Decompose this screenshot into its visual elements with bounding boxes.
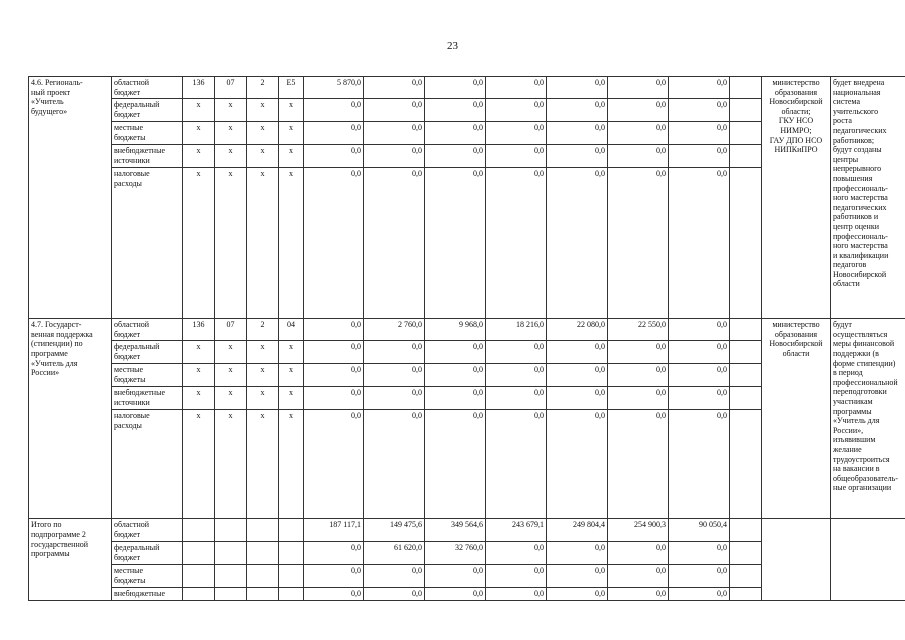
amount-cell: 243 679,1 [486, 519, 547, 542]
csr-code: 04 [279, 319, 304, 341]
program-code: х [247, 122, 279, 145]
program-code: х [247, 168, 279, 319]
amount-cell: 0,0 [486, 387, 547, 410]
amount-cell: 0,0 [364, 565, 425, 588]
amount-cell: 0,0 [547, 341, 608, 364]
amount-cell: 0,0 [669, 542, 730, 565]
amount-cell: 0,0 [364, 99, 425, 122]
amount-cell: 0,0 [486, 410, 547, 519]
funding-source: областной бюджет [112, 319, 183, 341]
funding-source: внебюджетные источники [112, 387, 183, 410]
amount-cell: 249 804,4 [547, 519, 608, 542]
amount-cell: 0,0 [304, 99, 364, 122]
amount-cell: 0,0 [364, 77, 425, 99]
table-row [29, 319, 905, 341]
amount-cell: 0,0 [425, 77, 486, 99]
section-code: х [215, 410, 247, 519]
amount-cell: 0,0 [486, 168, 547, 319]
amount-cell: 0,0 [669, 341, 730, 364]
csr-code: х [279, 341, 304, 364]
amount-cell: 32 760,0 [425, 542, 486, 565]
amount-cell: 0,0 [547, 145, 608, 168]
spacer-cell [730, 341, 762, 364]
measure-title: 4.6. Региональ- ный проект «Учитель будущего» [29, 77, 112, 319]
amount-cell: 0,0 [486, 565, 547, 588]
amount-cell: 0,0 [425, 588, 486, 601]
spacer-cell [730, 145, 762, 168]
funding-source: внебюджетные источники [112, 145, 183, 168]
section-code: х [215, 145, 247, 168]
amount-cell: 0,0 [304, 319, 364, 341]
section-code: 07 [215, 77, 247, 99]
amount-cell: 0,0 [304, 410, 364, 519]
amount-cell: 0,0 [547, 387, 608, 410]
spacer-cell [730, 542, 762, 565]
measure-title: Итого по подпрограмме 2 государственной программы [29, 519, 112, 601]
amount-cell: 149 475,6 [364, 519, 425, 542]
amount-cell: 0,0 [669, 145, 730, 168]
amount-cell: 254 900,3 [608, 519, 669, 542]
grbs-code [183, 519, 215, 542]
amount-cell: 0,0 [304, 364, 364, 387]
amount-cell: 0,0 [486, 77, 547, 99]
spacer-cell [730, 519, 762, 542]
amount-cell: 0,0 [486, 341, 547, 364]
amount-cell: 22 550,0 [608, 319, 669, 341]
section-code: х [215, 122, 247, 145]
amount-cell: 0,0 [425, 168, 486, 319]
section-code [215, 519, 247, 542]
result-cell: будут осуществляться меры финансовой поддержки (в форме стипендии) в период профессиональной переподготовки участникам программы «Учитель для России», изъявившим желание трудоустроиться на вакансии в общеобразователь- ные организации [831, 319, 905, 519]
amount-cell: 0,0 [547, 542, 608, 565]
amount-cell: 0,0 [669, 122, 730, 145]
program-code [247, 542, 279, 565]
spacer-cell [730, 565, 762, 588]
funding-source: областной бюджет [112, 77, 183, 99]
amount-cell: 0,0 [608, 99, 669, 122]
grbs-code [183, 565, 215, 588]
measure-title: 4.7. Государст- венная поддержка (стипендии) по программе «Учитель для России» [29, 319, 112, 519]
amount-cell: 0,0 [608, 565, 669, 588]
amount-cell: 0,0 [364, 168, 425, 319]
amount-cell: 0,0 [486, 145, 547, 168]
program-code: х [247, 387, 279, 410]
csr-code: х [279, 99, 304, 122]
program-code: 2 [247, 77, 279, 99]
amount-cell: 22 080,0 [547, 319, 608, 341]
amount-cell: 9 968,0 [425, 319, 486, 341]
program-code: 2 [247, 319, 279, 341]
spacer-cell [730, 387, 762, 410]
amount-cell: 0,0 [608, 364, 669, 387]
section-code [215, 588, 247, 601]
amount-cell: 0,0 [425, 341, 486, 364]
amount-cell: 0,0 [669, 364, 730, 387]
amount-cell: 0,0 [486, 364, 547, 387]
csr-code [279, 565, 304, 588]
amount-cell: 0,0 [669, 99, 730, 122]
csr-code: х [279, 410, 304, 519]
table-row [29, 77, 905, 99]
spacer-cell [730, 588, 762, 601]
result-cell [831, 519, 905, 601]
grbs-code: х [183, 122, 215, 145]
amount-cell: 0,0 [669, 387, 730, 410]
funding-source: федеральный бюджет [112, 341, 183, 364]
grbs-code: х [183, 145, 215, 168]
amount-cell: 0,0 [304, 387, 364, 410]
section-code: х [215, 168, 247, 319]
amount-cell: 0,0 [304, 588, 364, 601]
amount-cell: 0,0 [547, 410, 608, 519]
amount-cell: 0,0 [486, 542, 547, 565]
spacer-cell [730, 168, 762, 319]
grbs-code: х [183, 364, 215, 387]
amount-cell: 0,0 [364, 364, 425, 387]
spacer-cell [730, 410, 762, 519]
amount-cell: 0,0 [425, 145, 486, 168]
amount-cell: 0,0 [547, 565, 608, 588]
grbs-code [183, 542, 215, 565]
amount-cell: 90 050,4 [669, 519, 730, 542]
amount-cell: 0,0 [486, 122, 547, 145]
executor-cell: министерство образования Новосибирской области; ГКУ НСО НИМРО; ГАУ ДПО НСО НИПКиПРО [762, 77, 831, 319]
amount-cell: 5 870,0 [304, 77, 364, 99]
program-code [247, 519, 279, 542]
amount-cell: 0,0 [669, 565, 730, 588]
amount-cell: 2 760,0 [364, 319, 425, 341]
csr-code: х [279, 145, 304, 168]
amount-cell: 0,0 [486, 99, 547, 122]
funding-source: местные бюджеты [112, 565, 183, 588]
csr-code [279, 519, 304, 542]
executor-cell [762, 519, 831, 601]
amount-cell: 0,0 [364, 122, 425, 145]
amount-cell: 0,0 [608, 341, 669, 364]
amount-cell: 0,0 [304, 122, 364, 145]
program-code [247, 588, 279, 601]
amount-cell: 0,0 [304, 542, 364, 565]
result-cell: будет внедрена национальная система учительского роста педагогических работников; будут созданы центры непрерывного повышения профессиональ- ного мастерства педагогических работников и центр оценки профессиональ- ного мастерства и квалификации педагогов Новосибирской области [831, 77, 905, 319]
amount-cell: 0,0 [547, 99, 608, 122]
spacer-cell [730, 319, 762, 341]
section-code [215, 542, 247, 565]
amount-cell: 0,0 [364, 588, 425, 601]
spacer-cell [730, 122, 762, 145]
funding-source: местные бюджеты [112, 364, 183, 387]
amount-cell: 0,0 [608, 77, 669, 99]
grbs-code: х [183, 99, 215, 122]
section-code: х [215, 99, 247, 122]
csr-code: х [279, 387, 304, 410]
funding-source: областной бюджет [112, 519, 183, 542]
program-code [247, 565, 279, 588]
amount-cell: 0,0 [669, 410, 730, 519]
amount-cell: 0,0 [608, 122, 669, 145]
program-table [28, 76, 905, 601]
amount-cell: 187 117,1 [304, 519, 364, 542]
program-code: х [247, 99, 279, 122]
funding-source: налоговые расходы [112, 168, 183, 319]
amount-cell: 0,0 [669, 168, 730, 319]
table-row [29, 519, 905, 542]
amount-cell: 0,0 [304, 341, 364, 364]
csr-code: х [279, 122, 304, 145]
amount-cell: 0,0 [547, 364, 608, 387]
section-code: х [215, 364, 247, 387]
page-number: 23 [447, 40, 458, 52]
csr-code [279, 542, 304, 565]
amount-cell: 0,0 [669, 77, 730, 99]
funding-source: федеральный бюджет [112, 542, 183, 565]
grbs-code: 136 [183, 77, 215, 99]
funding-source: местные бюджеты [112, 122, 183, 145]
amount-cell: 0,0 [547, 122, 608, 145]
amount-cell: 0,0 [608, 168, 669, 319]
section-code [215, 565, 247, 588]
amount-cell: 0,0 [425, 410, 486, 519]
amount-cell: 0,0 [608, 145, 669, 168]
program-code: х [247, 410, 279, 519]
amount-cell: 61 620,0 [364, 542, 425, 565]
grbs-code [183, 588, 215, 601]
csr-code: х [279, 364, 304, 387]
amount-cell: 0,0 [608, 410, 669, 519]
amount-cell: 0,0 [425, 387, 486, 410]
amount-cell: 0,0 [304, 145, 364, 168]
grbs-code: х [183, 387, 215, 410]
amount-cell: 18 216,0 [486, 319, 547, 341]
amount-cell: 0,0 [486, 588, 547, 601]
amount-cell: 0,0 [304, 565, 364, 588]
amount-cell: 0,0 [608, 387, 669, 410]
amount-cell: 0,0 [425, 122, 486, 145]
executor-cell: министерство образования Новосибирской области [762, 319, 831, 519]
amount-cell: 0,0 [669, 588, 730, 601]
amount-cell: 0,0 [304, 168, 364, 319]
amount-cell: 0,0 [425, 364, 486, 387]
amount-cell: 0,0 [608, 588, 669, 601]
amount-cell: 0,0 [608, 542, 669, 565]
section-code: х [215, 341, 247, 364]
amount-cell: 0,0 [364, 341, 425, 364]
grbs-code: 136 [183, 319, 215, 341]
amount-cell: 0,0 [364, 410, 425, 519]
section-code: 07 [215, 319, 247, 341]
grbs-code: х [183, 341, 215, 364]
csr-code: х [279, 168, 304, 319]
section-code: х [215, 387, 247, 410]
grbs-code: х [183, 168, 215, 319]
program-code: х [247, 341, 279, 364]
funding-source: внебюджетные [112, 588, 183, 601]
amount-cell: 0,0 [547, 168, 608, 319]
csr-code: E5 [279, 77, 304, 99]
amount-cell: 0,0 [547, 77, 608, 99]
amount-cell: 0,0 [425, 99, 486, 122]
spacer-cell [730, 77, 762, 99]
funding-source: федеральный бюджет [112, 99, 183, 122]
amount-cell: 0,0 [364, 387, 425, 410]
program-code: х [247, 364, 279, 387]
amount-cell: 0,0 [425, 565, 486, 588]
funding-source: налоговые расходы [112, 410, 183, 519]
amount-cell: 0,0 [364, 145, 425, 168]
grbs-code: х [183, 410, 215, 519]
spacer-cell [730, 364, 762, 387]
amount-cell: 349 564,6 [425, 519, 486, 542]
amount-cell: 0,0 [669, 319, 730, 341]
program-code: х [247, 145, 279, 168]
spacer-cell [730, 99, 762, 122]
amount-cell: 0,0 [547, 588, 608, 601]
csr-code [279, 588, 304, 601]
